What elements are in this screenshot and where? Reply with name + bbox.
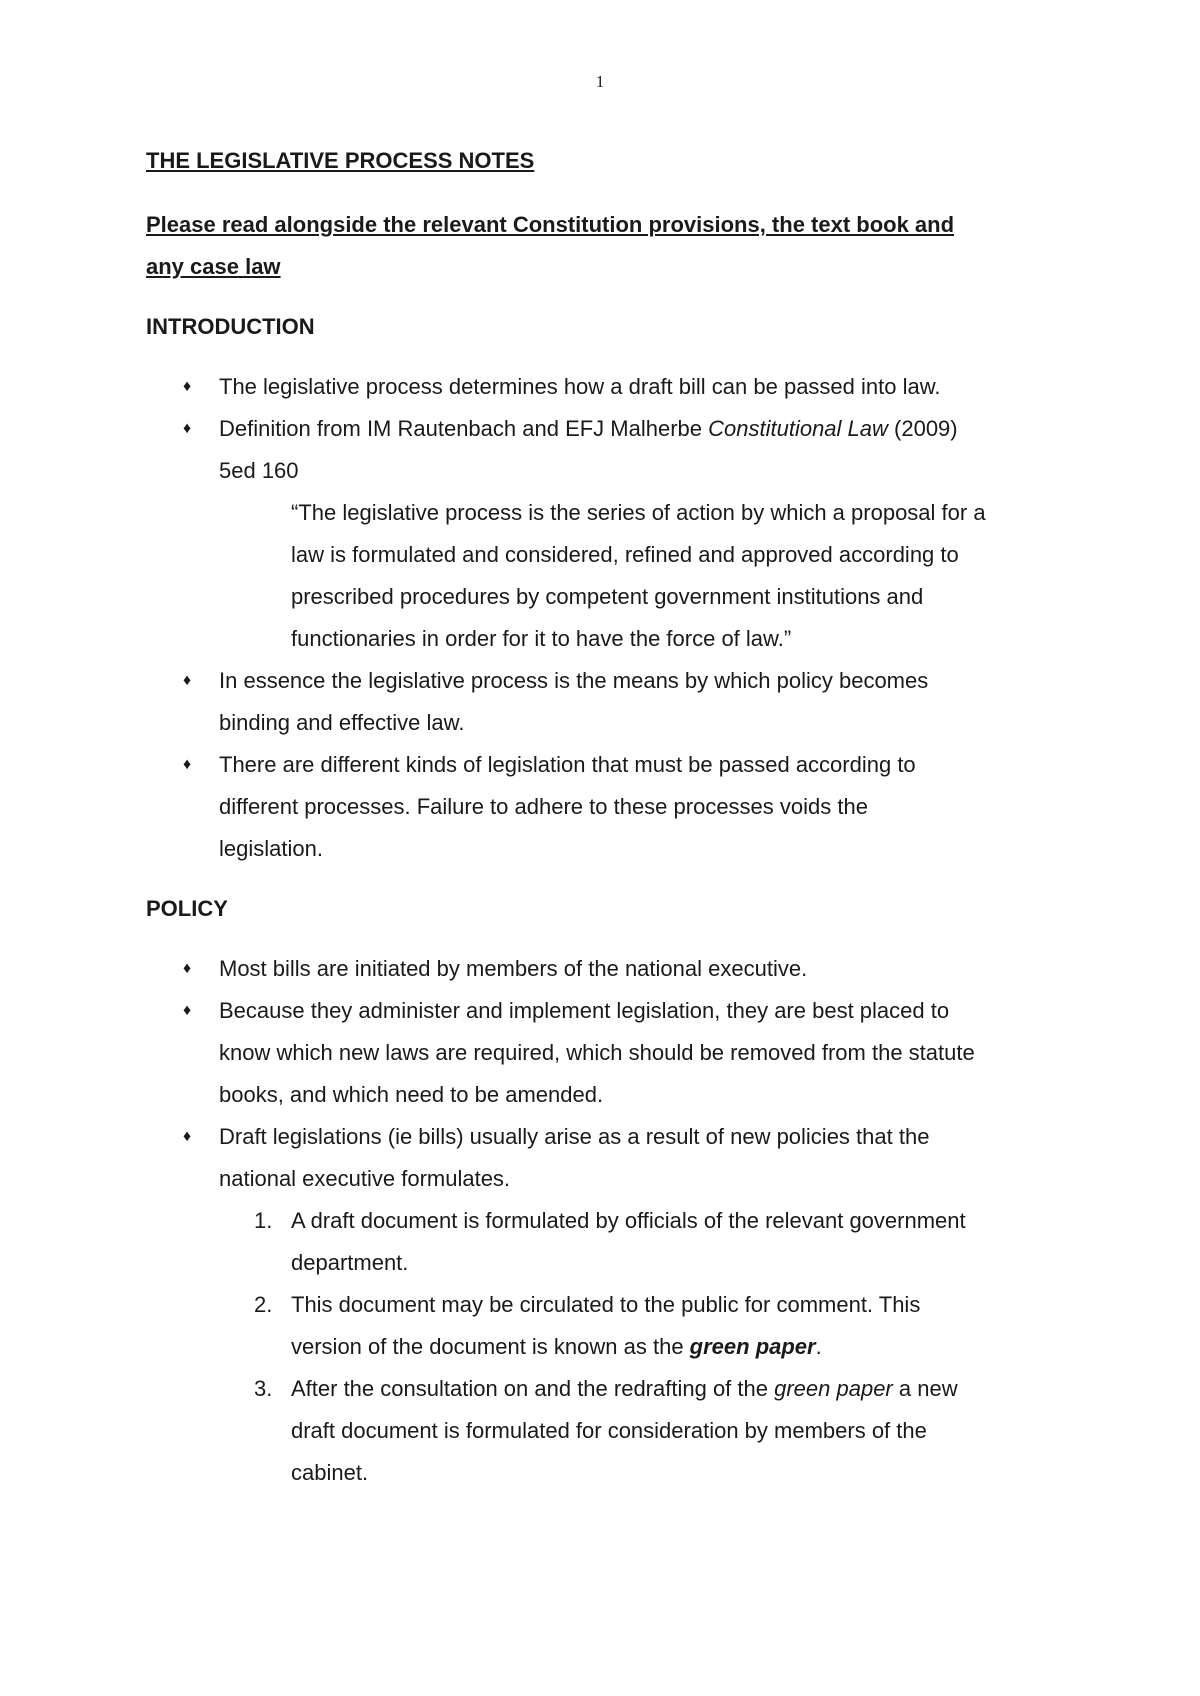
green-paper-italic: green paper xyxy=(774,1376,893,1401)
introduction-bullet-list-continued xyxy=(146,660,1076,870)
green-paper-emphasis: green paper xyxy=(689,1334,816,1359)
quote-line: law is formulated and considered, refined and approved according to xyxy=(291,542,959,567)
diamond-bullet-icon: ♦ xyxy=(183,1002,192,1019)
bullet-text: binding and effective law. xyxy=(219,710,465,735)
definition-quote xyxy=(146,492,1076,660)
bullet-text: legislation. xyxy=(219,836,323,861)
list-item xyxy=(146,1368,1076,1494)
step-text: department. xyxy=(291,1250,409,1275)
bullet-text-segment: Definition from IM Rautenbach and EFJ Malherbe xyxy=(219,416,709,441)
step-text: A draft document is formulated by officials of the relevant government xyxy=(291,1208,966,1233)
document-body xyxy=(146,140,1076,1494)
diamond-bullet-icon: ♦ xyxy=(183,1128,192,1145)
step-text: draft document is formulated for consideration by members of the xyxy=(291,1418,927,1443)
bullet-text: national executive formulates. xyxy=(219,1166,511,1191)
list-item xyxy=(146,1200,1076,1284)
page-number: 1 xyxy=(595,72,605,91)
quote-line: “The legislative process is the series of action by which a proposal for a xyxy=(291,500,986,525)
bullet-text: In essence the legislative process is the means by which policy becomes xyxy=(219,668,929,693)
quote-line: prescribed procedures by competent government institutions and xyxy=(291,584,924,609)
document-subtitle xyxy=(146,204,1076,288)
step-text-segment: After the consultation on and the redrafting of the xyxy=(291,1376,775,1401)
list-item xyxy=(146,1116,1076,1200)
diamond-bullet-icon: ♦ xyxy=(183,378,192,395)
diamond-bullet-icon: ♦ xyxy=(183,672,192,689)
bullet-text: Because they administer and implement legislation, they are best placed to xyxy=(219,998,950,1023)
policy-heading: POLICY xyxy=(146,896,228,921)
list-item xyxy=(146,744,1076,870)
bullet-text: There are different kinds of legislation that must be passed according to xyxy=(219,752,916,777)
diamond-bullet-icon: ♦ xyxy=(183,960,192,977)
step-number: 1. xyxy=(254,1208,273,1233)
list-item xyxy=(146,408,1076,492)
subtitle-line: Please read alongside the relevant Constitution provisions, the text book and xyxy=(146,212,955,237)
diamond-bullet-icon: ♦ xyxy=(183,756,192,773)
list-item xyxy=(146,366,1076,408)
list-item xyxy=(146,948,1076,990)
bullet-text: books, and which need to be amended. xyxy=(219,1082,604,1107)
introduction-heading: INTRODUCTION xyxy=(146,314,315,339)
bullet-text: Draft legislations (ie bills) usually arise as a result of new policies that the xyxy=(219,1124,930,1149)
introduction-bullet-list xyxy=(146,366,1076,492)
bullet-text-segment: (2009) xyxy=(887,416,958,441)
step-text-segment: . xyxy=(815,1334,822,1359)
step-text xyxy=(291,1368,1076,1410)
diamond-bullet-icon: ♦ xyxy=(183,420,192,437)
step-text-segment: version of the document is known as the xyxy=(291,1334,690,1359)
step-text: cabinet. xyxy=(291,1460,369,1485)
bullet-text xyxy=(219,408,1076,450)
step-text-segment: a new xyxy=(892,1376,958,1401)
section-spacer xyxy=(146,870,1076,888)
quote-line: functionaries in order for it to have the force of law.” xyxy=(291,626,792,651)
list-item xyxy=(146,990,1076,1116)
step-number: 2. xyxy=(254,1292,273,1317)
list-item xyxy=(146,660,1076,744)
policy-steps-list xyxy=(146,1200,1076,1494)
bullet-text: Most bills are initiated by members of the national executive. xyxy=(219,956,808,981)
policy-bullet-list xyxy=(146,948,1076,1200)
bullet-text: different processes. Failure to adhere to these processes voids the xyxy=(219,794,868,819)
bullet-text: 5ed 160 xyxy=(219,458,299,483)
bullet-text: The legislative process determines how a draft bill can be passed into law. xyxy=(219,374,941,399)
document-title: THE LEGISLATIVE PROCESS NOTES xyxy=(146,148,535,173)
list-item xyxy=(146,1284,1076,1368)
step-text: This document may be circulated to the public for comment. This xyxy=(291,1292,921,1317)
step-number: 3. xyxy=(254,1376,273,1401)
book-title-italic: Constitutional Law xyxy=(708,416,888,441)
subtitle-line: any case law xyxy=(146,254,281,279)
bullet-text: know which new laws are required, which should be removed from the statute xyxy=(219,1040,975,1065)
step-text xyxy=(291,1326,1076,1368)
